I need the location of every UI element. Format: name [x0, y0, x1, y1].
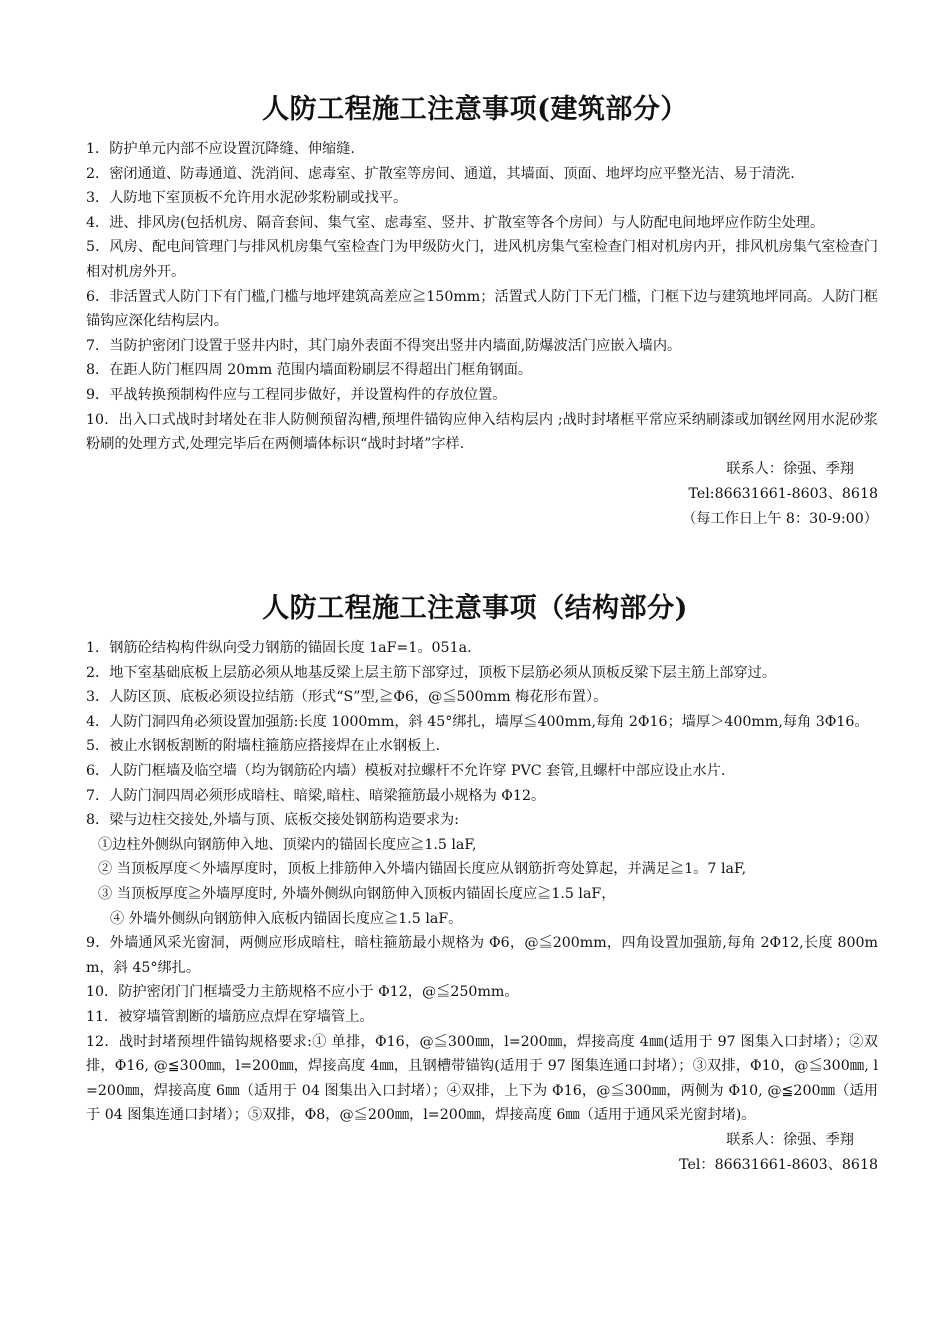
sub-item: ② 当顶板厚度＜外墙厚度时，顶板上排筋伸入外墙内锚固长度应从钢筋折弯处算起，并满足≧1。7 laF,: [98, 861, 747, 878]
list-item: 8．在距人防门框四周 20mm 范围内墙面粉刷层不得超出门框角钢面。: [86, 362, 533, 379]
list-item: 10．防护密闭门门框墙受力主筋规格不应小于 Φ12，@≦250mm。: [86, 984, 519, 1001]
list-item: 12．战时封堵预埋件锚钩规格要求:① 单排，Φ16，@≦300㎜，l=200㎜，焊接高度 4㎜(适用于 97 图集入口封堵）；②双排，Φ16, @≦300㎜，l=200㎜，焊接高度 4㎜，且钢槽带锚钩(适用于 97 图集连通口封堵）；③双排，Φ10，@≦300㎜, l=200㎜，焊接高度 6㎜（适用于 04 图集出入口封堵）；④双排，上下为 Φ16，@≦300㎜，两侧为 Φ10, @≦200㎜（适用于 04 图集连通口封堵）；⑤双排，Φ8，@≦200㎜，l=200㎜，焊接高度 6㎜（适用于通风采光窗封堵)。: [86, 1033, 878, 1124]
section-title-structure: 人防工程施工注意事项（结构部分): [262, 593, 688, 624]
list-item: 4．人防门洞四角必须设置加强筋:长度 1000mm，斜 45°绑扎，墙厚≦400mm,每角 2Φ16；墙厚＞400mm,每角 3Φ16。: [86, 713, 869, 730]
list-item: 7．人防门洞四周必须形成暗柱、暗梁,暗柱、暗梁箍筋最小规格为 Φ12。: [86, 787, 546, 804]
contact-tel: Tel:86631661-8603、8618: [688, 485, 878, 502]
architecture-notes: [86, 137, 878, 532]
list-item: 9．外墙通风采光窗洞，两侧应形成暗柱，暗柱箍筋最小规格为 Φ6，@≦200mm，四角设置加强筋,每角 2Φ12,长度 800mm，斜 45°绑扎。: [86, 935, 878, 976]
list-item: 9．平战转换预制构件应与工程同步做好，并设置构件的存放位置。: [86, 386, 507, 403]
list-item: 5．被止水钢板割断的附墙柱箍筋应搭接焊在止水钢板上.: [86, 738, 441, 755]
contact-name: 联系人：徐强、季翔: [726, 460, 854, 477]
list-item: 3．人防区顶、底板必须设拉结筋（形式“S”型,≧Φ6，@≦500mm 梅花形布置）。: [86, 689, 608, 706]
list-item: 7．当防护密闭门设置于竖井内时，其门扇外表面不得突出竖井内墙面,防爆波活门应嵌入墙内。: [86, 337, 682, 354]
contact-hours: （每工作日上午 8：30-9:00）: [682, 510, 878, 527]
list-item: 3．人防地下室顶板不允许用水泥砂浆粉刷或找平。: [86, 190, 408, 207]
list-item: 2．地下室基础底板上层筋必须从地基反梁上层主筋下部穿过，顶板下层筋必须从顶板反梁下层主筋上部穿过。: [86, 664, 777, 681]
list-item: 10．出入口式战时封堵处在非人防侧预留沟槽,预埋件锚钩应伸入结构层内 ;战时封堵框平常应采纳刷漆或加钢丝网用水泥砂浆粉刷的处理方式,处理完毕后在两侧墙体标识“战时封堵”字样.: [86, 411, 878, 453]
contact-tel: Tel：86631661-8603、8618: [679, 1156, 878, 1173]
list-item: 1．钢筋砼结构构件纵向受力钢筋的锚固长度 1aF=1。051a.: [86, 640, 472, 656]
sub-item: ④ 外墙外侧纵向钢筋伸入底板内锚固长度应≧1.5 laF。: [110, 910, 463, 927]
list-item: 2．密闭通道、防毒通道、洗消间、虑毒室、扩散室等房间、通道，其墙面、顶面、地坪均应平整光洁、易于清洗.: [86, 165, 795, 182]
list-item: 6．非活置式人防门下有门槛,门槛与地坪建筑高差应≧150mm；活置式人防门下无门槛，门框下边与建筑地坪同高。人防门框锚钩应深化结构层内。: [86, 288, 878, 330]
list-item: 6．人防门框墙及临空墙（均为钢筋砼内墙）模板对拉螺杆不允许穿 PVC 套管,且螺杆中部应设止水片.: [86, 762, 726, 779]
sub-item: ③ 当顶板厚度≧外墙厚度时, 外墙外侧纵向钢筋伸入顶板内锚固长度应≧1.5 laF，: [98, 885, 616, 902]
contact-name: 联系人：徐强、季翔: [726, 1131, 854, 1148]
section-title-architecture: 人防工程施工注意事项(建筑部分）: [262, 94, 688, 125]
list-item: 8．梁与边柱交接处,外墙与顶、底板交接处钢筋构造要求为:: [86, 812, 460, 829]
structure-notes: [86, 636, 878, 1178]
list-item: 1．防护单元内部不应设置沉降缝、伸缩缝.: [86, 141, 355, 157]
sub-item: ①边柱外侧纵向钢筋伸入地、顶梁内的锚固长度应≧1.5 laF,: [98, 836, 477, 853]
list-item: 5．风房、配电间管理门与排风机房集气室检查门为甲级防火门，进风机房集气室检查门相对机房内开，排风机房集气室检查门相对机房外开。: [86, 239, 878, 280]
list-item: 4．进、排风房(包括机房、隔音套间、集气室、虑毒室、竖井、扩散室等各个房间）与人防配电间地坪应作防尘处理。: [86, 214, 825, 231]
list-item: 11．被穿墙管割断的墙筋应点焊在穿墙管上。: [86, 1008, 374, 1025]
